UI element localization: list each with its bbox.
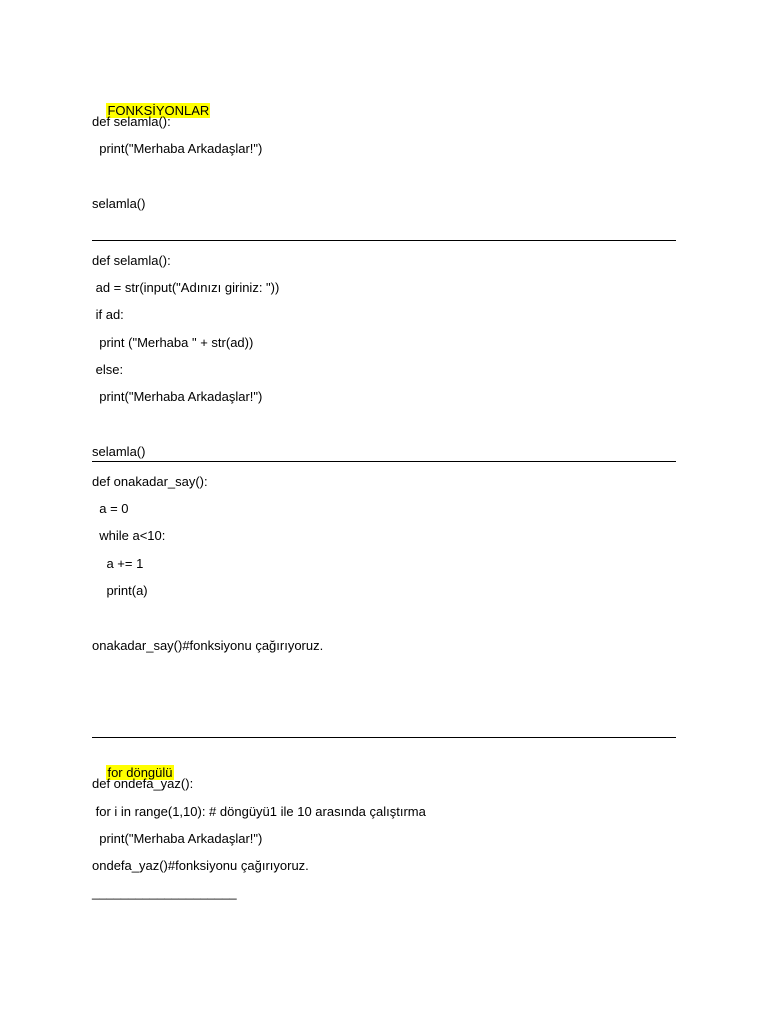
highlighted-heading-text: FONKSİYONLAR: [107, 103, 210, 118]
code-line: def onakadar_say():: [92, 474, 208, 489]
underline-separator: ____________________: [92, 885, 237, 900]
code-line: def selamla():: [92, 253, 171, 268]
code-line: a = 0: [92, 501, 129, 516]
code-line: while a<10:: [92, 528, 166, 543]
code-line: print("Merhaba Arkadaşlar!"): [92, 831, 263, 846]
code-line: def ondefa_yaz():: [92, 776, 194, 791]
code-line: print(a): [92, 583, 148, 598]
code-line: onakadar_say()#fonksiyonu çağırıyoruz.: [92, 638, 324, 653]
code-line: ondefa_yaz()#fonksiyonu çağırıyoruz.: [92, 858, 309, 873]
code-line: if ad:: [92, 307, 124, 322]
horizontal-rule: [92, 461, 676, 462]
code-line: else:: [92, 362, 124, 377]
code-line: print ("Merhaba " + str(ad)): [92, 335, 254, 350]
heading-fonksiyonlar: [92, 87, 210, 118]
horizontal-rule: [92, 737, 676, 738]
code-line: ad = str(input("Adınızı giriniz: ")): [92, 280, 280, 295]
code-line: a += 1: [92, 556, 144, 571]
code-line: print("Merhaba Arkadaşlar!"): [92, 389, 263, 404]
code-line: selamla(): [92, 444, 146, 459]
code-line: for i in range(1,10): # döngüyü1 ile 10 arasında çalıştırma: [92, 804, 426, 819]
code-line: selamla(): [92, 196, 146, 211]
code-line: def selamla():: [92, 114, 171, 129]
highlighted-heading-text: for döngülü: [107, 765, 173, 780]
heading-for-donguleri: [92, 749, 174, 780]
code-line: print("Merhaba Arkadaşlar!"): [92, 141, 263, 156]
horizontal-rule: [92, 240, 676, 241]
